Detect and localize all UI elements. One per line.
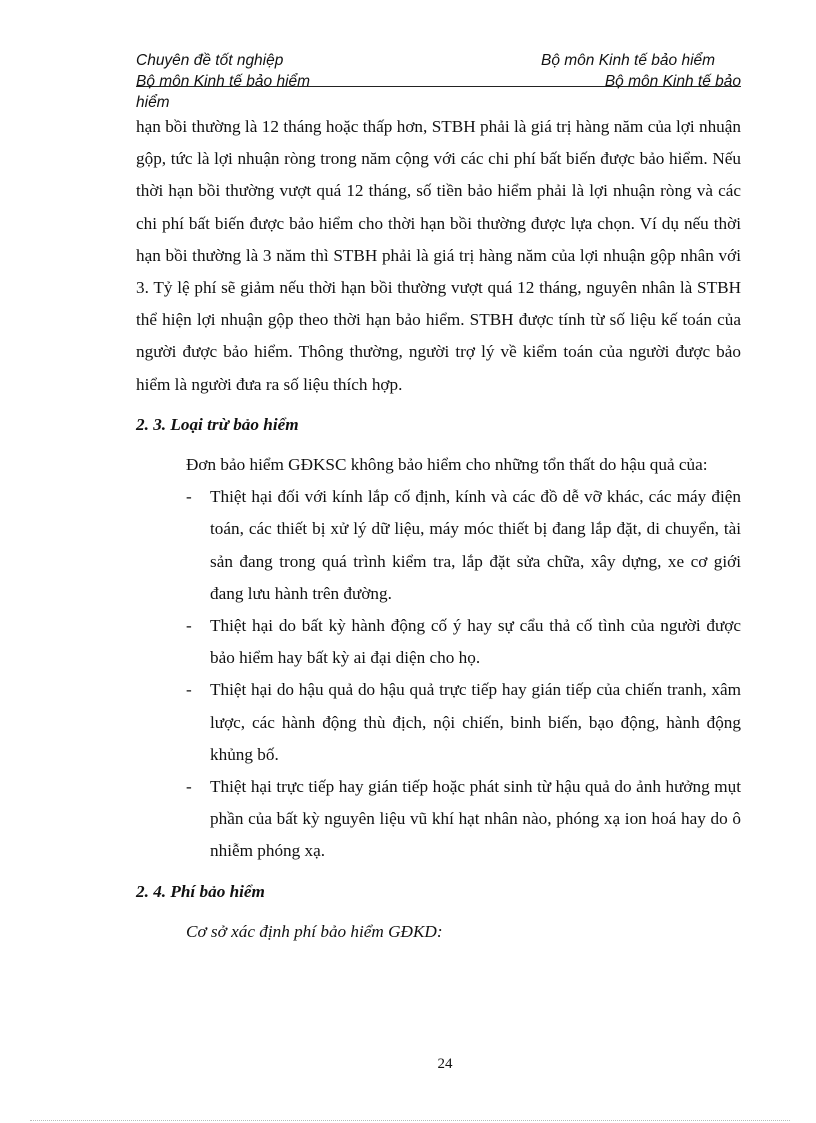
paragraph-premium-basis: Cơ sở xác định phí bảo hiểm GĐKD: [186,921,443,941]
page-bottom-border [30,1120,790,1121]
header-sub-right: Bộ môn Kinh tế bảo [604,73,741,90]
dash-bullet: - [186,616,192,636]
header-sub-wrap: hiểm [136,94,170,111]
list-item-text: Thiệt hại đối với kính lắp cố định, kính và các đồ dễ vỡ khác, các máy điện toán, các thiết bị xử lý dữ liệu, máy móc thiết bị đang lắp đặt, di chuyển, tài sản đang trong quá trình kiểm tra, lắp đặt sửa chữa, xây dựng, xe cơ giới đang lưu hành trên đường. [210,487,741,603]
header-left-title: Chuyên đề tốt nghiệp [136,52,284,69]
list-item [136,771,741,868]
page-number: 24 [437,1056,453,1072]
exclusions-list [136,481,741,867]
list-item [136,674,741,771]
header-rule [136,86,741,87]
section-heading-premium: 2. 4. Phí bảo hiểm [136,881,265,901]
dash-bullet: - [186,487,192,507]
body-text [136,111,741,948]
dash-bullet: - [186,777,192,797]
paragraph-sum-insured: hạn bồi thường là 12 tháng hoặc thấp hơn, STBH phải là giá trị hàng năm của lợi nhuận gộp, tức là lợi nhuận ròng trong năm cộng với các chi phí bất biến được bảo hiểm. Nếu thời hạn bồi thường vượt quá 12 tháng, số tiền bảo hiểm phải là lợi nhuận ròng và các chi phí bất biến được bảo hiểm cho thời hạn bồi thường được lựa chọn. Ví dụ nếu thời hạn bồi thường là 3 năm thì STBH phải là giá trị hàng năm của lợi nhuận gộp nhân với 3. Tỷ lệ phí sẽ giảm nếu thời hạn bồi thường vượt quá 12 tháng, nguyên nhân là STBH thể hiện lợi nhuận gộp theo thời hạn bảo hiểm. STBH được tính từ số liệu kế toán của người được bảo hiểm. Thông thường, người trợ lý về kiểm toán của người được bảo hiểm là người đưa ra số liệu thích hợp. [136,117,741,394]
dash-bullet: - [186,680,192,700]
list-item-text: Thiệt hại do bất kỳ hành động cố ý hay sự cẩu thả cố tình của người được bảo hiểm hay bất kỳ ai đại diện cho họ. [210,616,741,668]
header-sub-left: Bộ môn Kinh tế bảo hiểm [136,73,311,90]
list-item-text: Thiệt hại do hậu quả do hậu quả trực tiếp hay gián tiếp của chiến tranh, xâm lược, các hành động thù địch, nội chiến, binh biến, bạo động, hành động khủng bố. [210,680,741,764]
header-right-title: Bộ môn Kinh tế bảo hiểm [541,52,716,69]
section-heading-exclusions: 2. 3. Loại trừ bảo hiểm [136,414,299,434]
paragraph-exclusions-intro: Đơn bảo hiểm GĐKSC không bảo hiểm cho những tổn thất do hậu quả của: [186,455,708,475]
list-item [136,481,741,610]
list-item [136,610,741,674]
list-item-text: Thiệt hại trực tiếp hay gián tiếp hoặc phát sinh từ hậu quả do ảnh hưởng mụt phần của bất kỳ nguyên liệu vũ khí hạt nhân nào, phóng xạ ion hoá hay do ô nhiễm phóng xạ. [210,777,741,861]
